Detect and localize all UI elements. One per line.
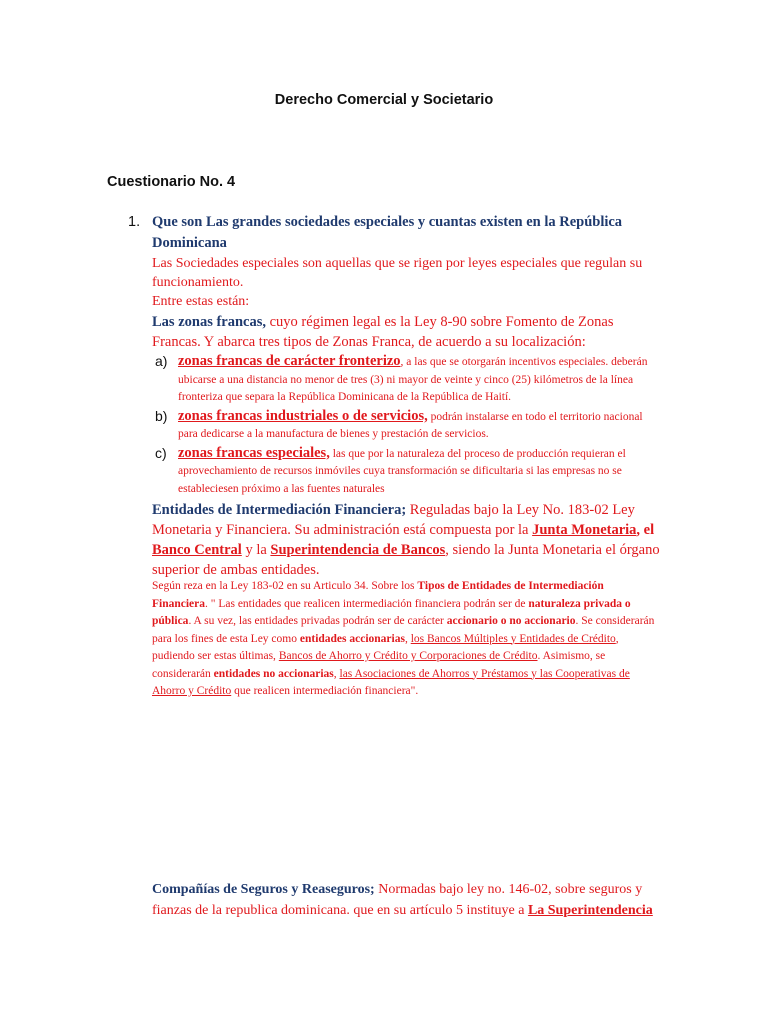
entidades-text-2: , el xyxy=(636,522,655,538)
segun-bold-5: entidades no accionarias xyxy=(213,667,334,680)
segun-bold-3: accionario o no accionario xyxy=(446,615,576,627)
definition-paragraph xyxy=(152,254,664,311)
list-item-title: zonas francas industriales o de servicios, xyxy=(178,407,428,424)
entidades-text-1: Reguladas bajo la Ley No. 183-02 Ley Monetaria y Financiera. Su administración está compuesta por la xyxy=(152,502,635,538)
list-item-title: zonas francas de carácter fronterizo xyxy=(178,353,401,369)
segun-bold-4: entidades accionarias xyxy=(299,632,405,645)
segun-underline-3: las Asociaciones de Ahorros y Préstamos y las Cooperativas de Ahorro y Crédito xyxy=(152,667,630,697)
list-marker: b) xyxy=(155,407,168,424)
entre-text: Entre estas están: xyxy=(152,294,250,309)
zonas-francas-heading: Las zonas francas, xyxy=(152,314,266,330)
definition-text: Las Sociedades especiales son aquellas que se rigen por leyes especiales que regulan su funcionamiento. xyxy=(152,256,643,290)
questionnaire-heading: Cuestionario No. 4 xyxy=(107,174,236,190)
segun-text-5: , xyxy=(404,632,411,645)
list-item-text: , a las que se otorgarán incentivos especiales. deberán ubicarse a una distancia no menor de tres (3) ni mayor de veinte y cinco (25) kilómetros de la línea fronteriza que separa la República Dominicana de la República de Haití. xyxy=(178,356,648,403)
list-item-text: las que por la naturaleza del proceso de producción requieran el aprovechamiento de recursos inmóviles cuya transformación se dificultaria si las empresas no se estableciesen próximo a las fuentes naturales xyxy=(178,447,626,495)
segun-text-1: Según reza en la Ley 183-02 en su Articulo 34. Sobre los xyxy=(152,580,418,592)
question-text: Que son Las grandes sociedades especiales y cuantas existen en la República Dominicana xyxy=(152,214,623,251)
seguros-text-1: Normadas bajo ley no. 146-02, sobre seguros y fianzas de la republica dominicana xyxy=(152,882,643,918)
zonas-francas-paragraph xyxy=(152,312,664,352)
la-superintendencia-text: La Superintendencia xyxy=(527,903,653,918)
segun-bold-2: naturaleza privada o pública xyxy=(152,597,631,627)
zonas-francas-list xyxy=(152,353,664,498)
segun-text-7: . Asimismo, se considerarán xyxy=(152,650,606,680)
entidades-text-3: y la xyxy=(241,542,271,558)
list-item xyxy=(152,445,664,499)
segun-text-8: , xyxy=(333,667,340,680)
entidades-paragraph xyxy=(152,500,664,580)
segun-text-3: . A su vez, las entidades privadas podrán ser de carácter xyxy=(188,615,447,627)
segun-underline-1: los Bancos Múltiples y Entidades de Crédito xyxy=(410,632,616,645)
segun-text-9: que realicen intermediación financiera". xyxy=(231,685,419,697)
seguros-text-2: . que en su artículo 5 instituye a xyxy=(346,903,528,918)
list-item-text: podrán instalarse en todo el territorio nacional para dedicarse a la manufactura de bienes y prestación de servicios. xyxy=(178,410,643,440)
list-item-title: zonas francas especiales, xyxy=(178,444,330,461)
seguros-heading: Compañías de Seguros y Reaseguros; xyxy=(152,882,375,897)
seguros-paragraph xyxy=(152,879,664,921)
document-title: Derecho Comercial y Societario xyxy=(274,92,494,108)
zonas-francas-text: cuyo régimen legal es la Ley 8-90 sobre Fomento de Zonas Francas. Y abarca tres tipos de Zonas Franca, de acuerdo a su localización: xyxy=(152,314,614,350)
list-item xyxy=(152,353,664,407)
list-marker: a) xyxy=(155,353,168,369)
list-item xyxy=(152,408,664,444)
segun-bold-1: Tipos de Entidades de Intermediación Financiera xyxy=(152,580,604,610)
segun-underline-2: Bancos de Ahorro y Crédito y Corporaciones de Crédito xyxy=(278,650,538,662)
junta-monetaria-text: Junta Monetaria xyxy=(532,522,637,538)
segun-text-6: , pudiendo ser estas últimas, xyxy=(152,632,619,662)
segun-text-4: . Se considerarán para los fines de esta Ley como xyxy=(152,615,655,645)
list-marker: c) xyxy=(155,444,167,461)
banco-central-text: Banco Central xyxy=(152,542,242,558)
question-number: 1. xyxy=(128,214,141,230)
superintendencia-bancos-text: Superintendencia de Bancos xyxy=(270,542,446,558)
ley-183-02-paragraph xyxy=(152,578,660,701)
segun-text-2: . " Las entidades que realicen intermediación financiera podrán ser de xyxy=(205,597,529,610)
entidades-heading: Entidades de Intermediación Financiera; xyxy=(152,502,407,518)
entidades-text-4: , siendo la Junta Monetaria el órgano superior de ambas entidades. xyxy=(152,542,660,578)
